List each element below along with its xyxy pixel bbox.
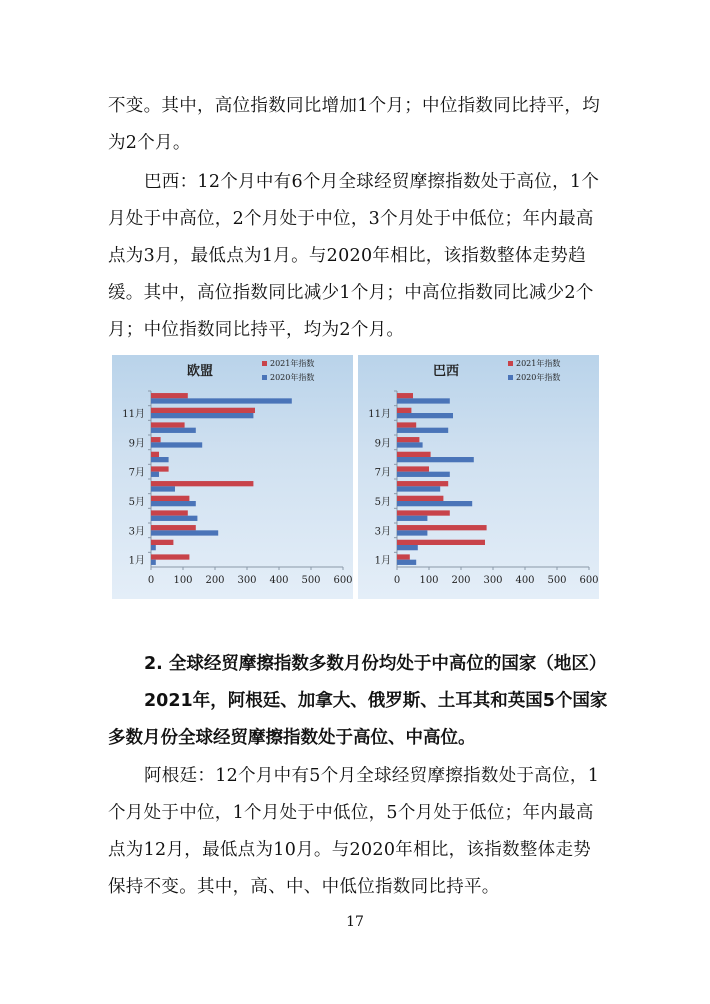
x-tick-label: 0	[147, 575, 155, 586]
bar	[151, 442, 202, 447]
bar	[151, 496, 189, 501]
x-tick-label: 100	[419, 575, 439, 586]
bar	[151, 466, 169, 471]
bar	[397, 501, 472, 506]
legend-label: 2021年指数	[516, 359, 561, 368]
x-tick-label: 500	[547, 575, 567, 586]
bar	[397, 496, 443, 501]
bar	[397, 422, 416, 427]
x-tick-label: 400	[269, 575, 289, 586]
bar	[151, 525, 196, 530]
y-tick-label: 5月	[128, 497, 145, 508]
x-tick-label: 0	[393, 575, 401, 586]
legend-swatch	[262, 375, 267, 380]
bar	[397, 481, 448, 486]
legend-swatch	[262, 361, 267, 366]
page-number: 17	[346, 914, 364, 930]
x-tick-label: 500	[301, 575, 321, 586]
chart-brazil	[358, 355, 599, 599]
y-tick-label: 11月	[368, 409, 391, 420]
bar	[151, 545, 156, 550]
bar	[397, 428, 448, 433]
x-tick-label: 100	[173, 575, 193, 586]
x-tick-label: 300	[237, 575, 257, 586]
bar	[397, 525, 487, 530]
bar	[397, 530, 427, 535]
x-tick-label: 200	[451, 575, 471, 586]
bar	[151, 554, 189, 559]
bar	[397, 398, 450, 403]
bar	[151, 472, 159, 477]
bar	[397, 437, 419, 442]
bar	[151, 540, 173, 545]
chart-title: 欧盟	[186, 364, 214, 379]
y-tick-label: 7月	[128, 467, 145, 479]
bar-chart-figure	[112, 355, 599, 599]
bar	[151, 530, 218, 535]
bar	[397, 510, 450, 515]
bar	[151, 408, 255, 413]
section-subheading: 2021年，阿根廷、加拿大、俄罗斯、土耳其和英国5个国家多数月份全球经贸摩擦指数处于高位、中高位。	[108, 691, 608, 748]
y-tick-label: 9月	[128, 438, 145, 450]
bar	[151, 437, 161, 442]
x-tick-label: 600	[333, 575, 353, 586]
y-tick-label: 7月	[374, 467, 391, 479]
chart-panel-brazil	[358, 355, 599, 599]
bar	[151, 428, 196, 433]
x-tick-label: 300	[483, 575, 503, 586]
bar	[397, 486, 440, 491]
bar	[151, 422, 185, 427]
x-tick-label: 200	[205, 575, 225, 586]
paragraph-continuation: 不变。其中，高位指数同比增加1个月；中位指数同比持平，均为2个月。	[108, 96, 601, 153]
x-tick-label: 600	[579, 575, 599, 586]
bar	[397, 545, 418, 550]
y-tick-label: 3月	[374, 526, 391, 538]
legend-swatch	[508, 375, 513, 380]
y-tick-label: 1月	[374, 555, 391, 567]
y-tick-label: 11月	[122, 409, 145, 420]
paragraph-argentina: 阿根廷：12个月中有5个月全球经贸摩擦指数处于高位，1个月处于中位，1个月处于中低位，5个月处于低位；年内最高点为12月，最低点为10月。与2020年相比，该指数整体走势保持不变。其中，高、中、中低位指数同比持平。	[108, 766, 600, 897]
bar	[151, 516, 197, 521]
bar	[151, 413, 253, 418]
chart-title: 巴西	[432, 364, 460, 379]
bar	[397, 472, 450, 477]
chart-panel-eu	[112, 355, 353, 599]
bar	[151, 510, 188, 515]
bar	[151, 452, 159, 457]
x-tick-label: 400	[515, 575, 535, 586]
bar	[397, 452, 431, 457]
bar	[151, 486, 175, 491]
legend-label: 2021年指数	[270, 359, 315, 368]
bar	[397, 393, 413, 398]
y-tick-label: 3月	[128, 526, 145, 538]
bar	[151, 501, 196, 506]
y-tick-label: 9月	[374, 438, 391, 450]
legend-label: 2020年指数	[516, 373, 561, 382]
section-heading: 2. 全球经贸摩擦指数多数月份均处于中高位的国家（地区）	[144, 654, 607, 674]
paragraph-brazil: 巴西：12个月中有6个月全球经贸摩擦指数处于高位，1个月处于中高位，2个月处于中位，3个月处于中低位；年内最高点为3月，最低点为1月。与2020年相比，该指数整体走势趋缓。其中，高位指数同比减少1个月；中高位指数同比减少2个月；中位指数同比持平，均为2个月。	[108, 172, 600, 340]
bar	[397, 516, 427, 521]
bar	[397, 442, 423, 447]
y-tick-label: 1月	[128, 555, 145, 567]
legend-swatch	[508, 361, 513, 366]
bar	[151, 560, 156, 565]
bar	[397, 466, 429, 471]
chart-eu	[112, 355, 353, 599]
bar	[151, 457, 169, 462]
bar	[397, 560, 416, 565]
y-tick-label: 5月	[374, 497, 391, 508]
legend-label: 2020年指数	[270, 373, 315, 382]
bar	[397, 413, 453, 418]
bar	[397, 540, 485, 545]
bar	[151, 481, 253, 486]
bar	[397, 554, 410, 559]
bar	[397, 457, 474, 462]
bar	[151, 398, 292, 403]
bar	[151, 393, 188, 398]
bar	[397, 408, 411, 413]
